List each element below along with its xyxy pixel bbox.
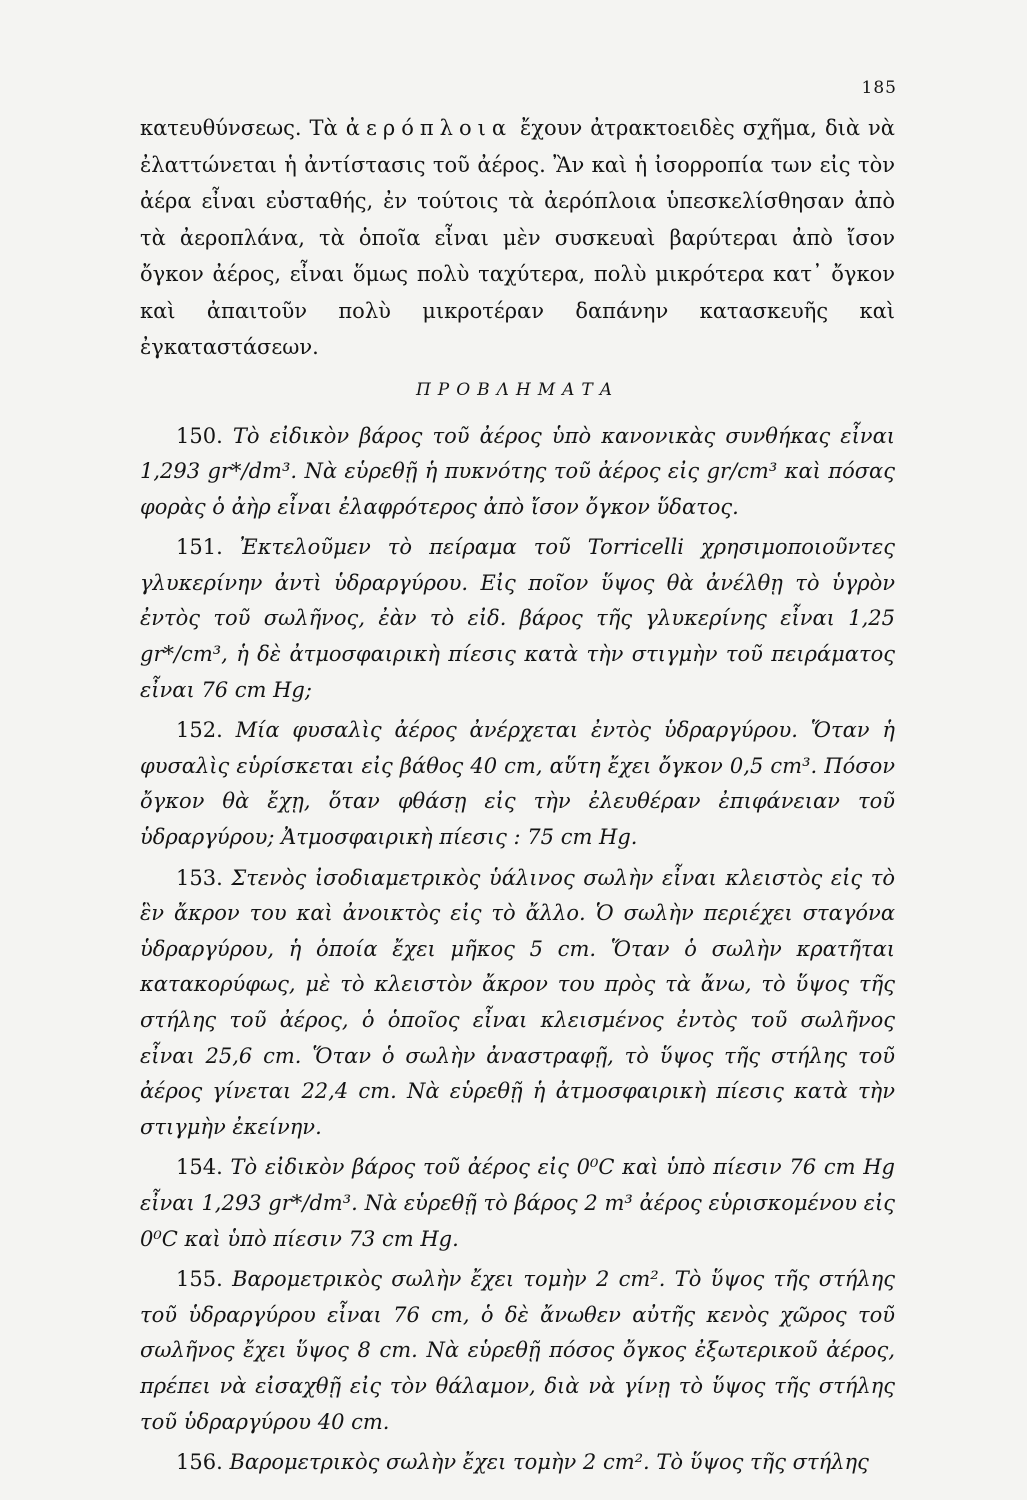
problem-number: 150.	[176, 423, 223, 448]
page-body	[140, 110, 895, 1486]
problem-item	[140, 861, 895, 1146]
problem-item	[140, 713, 895, 855]
problem-text: Μία φυσαλὶς ἀέρος ἀνέρχεται ἐντὸς ὑδραργύρου. Ὅταν ἡ φυσαλὶς εὑρίσκεται εἰς βάθος 40 cm, αὕτη ἔχει ὄγκον 0,5 cm³. Πόσον ὄγκον θὰ ἔχῃ, ὅταν φθάσῃ εἰς τὴν ἐλευθέραν ἐπιφάνειαν τοῦ ὑδραργύρου; Ἀτμοσφαιρικὴ πίεσις : 75 cm Hg.	[140, 718, 895, 850]
problem-item	[140, 1150, 895, 1257]
problem-number: 153.	[176, 865, 223, 890]
problem-item	[140, 530, 895, 708]
intro-text-1: κατευθύνσεως. Τὰ	[140, 116, 346, 140]
problem-text: Τὸ εἰδικὸν βάρος τοῦ ἀέρος ὑπὸ κανονικὰς συνθήκας εἶναι 1,293 gr*/dm³. Νὰ εὑρεθῇ ἡ πυκνότης τοῦ ἀέρος εἰς gr/cm³ καὶ πόσας φορὰς ὁ ἀὴρ εἶναι ἐλαφρότερος ἀπὸ ἴσον ὄγκον ὕδατος.	[140, 423, 895, 519]
problem-number: 155.	[176, 1267, 223, 1292]
page-number: 185	[861, 78, 897, 98]
problem-text: Στενὸς ἰσοδιαμετρικὸς ὑάλινος σωλὴν εἶναι κλειστὸς εἰς τὸ ἓν ἄκρον του καὶ ἀνοικτὸς εἰς τὸ ἄλλο. Ὁ σωλὴν περιέχει σταγόνα ὑδραργύρου, ἡ ὁποία ἔχει μῆκος 5 cm. Ὅταν ὁ σωλὴν κρατῆται κατακορύφως, μὲ τὸ κλειστὸν ἄκρον του πρὸς τὰ ἄνω, τὸ ὕψος τῆς στήλης τοῦ ἀέρος, ὁ ὁποῖος εἶναι κλεισμένος ἐντὸς τοῦ σωλῆνος εἶναι 25,6 cm. Ὅταν ὁ σωλὴν ἀναστραφῇ, τὸ ὕψος τῆς στήλης τοῦ ἀέρος γίνεται 22,4 cm. Νὰ εὑρεθῇ ἡ ἀτμοσφαιρικὴ πίεσις κατὰ τὴν στιγμὴν ἐκείνην.	[140, 865, 895, 1139]
problem-item	[140, 1445, 895, 1481]
section-heading: ΠΡΟΒΛΗΜΑΤΑ	[415, 379, 620, 400]
problem-text: Ἐκτελοῦμεν τὸ πείραμα τοῦ Torricelli χρησιμοποιοῦντες γλυκερίνην ἀντὶ ὑδραργύρου. Εἰς ποῖον ὕψος θὰ ἀνέλθῃ τὸ ὑγρὸν ἐντὸς τοῦ σωλῆνος, ἐὰν τὸ εἰδ. βάρος τῆς γλυκερίνης εἶναι 1,25 gr*/cm³, ἡ δὲ ἀτμοσφαιρικὴ πίεσις κατὰ τὴν στιγμὴν τοῦ πειράματος εἶναι 76 cm Hg;	[140, 535, 895, 702]
problem-number: 151.	[176, 535, 223, 560]
problem-item	[140, 1262, 895, 1440]
problem-text: Τὸ εἰδικὸν βάρος τοῦ ἀέρος εἰς 0⁰C καὶ ὑπὸ πίεσιν 76 cm Hg εἶναι 1,293 gr*/dm³. Νὰ εὑρεθῇ τὸ βάρος 2 m³ ἀέρος εὑρισκομένου εἰς 0⁰C καὶ ὑπὸ πίεσιν 73 cm Hg.	[140, 1155, 895, 1251]
problem-number: 156.	[176, 1450, 223, 1475]
problems-list	[140, 419, 895, 1481]
intro-spaced-word: ἀερόπλοια	[345, 116, 512, 140]
problem-number: 154.	[176, 1155, 223, 1180]
problem-text: Βαρομετρικὸς σωλὴν ἔχει τομὴν 2 cm². Τὸ ὕψος τῆς στήλης	[229, 1450, 869, 1475]
problem-number: 152.	[176, 718, 223, 743]
problem-item	[140, 419, 895, 526]
intro-paragraph	[140, 110, 895, 366]
intro-text-2: ἔχουν ἀτρακτοειδὲς σχῆμα, διὰ νὰ ἐλαττώνεται ἡ ἀντίστασις τοῦ ἀέρος. Ἂν καὶ ἡ ἰσορροπία των εἰς τὸν ἀέρα εἶναι εὐσταθής, ἐν τούτοις τὰ ἀερόπλοια ὑπεσκελίσθησαν ἀπὸ τὰ ἀεροπλάνα, τὰ ὁποῖα εἶναι μὲν συσκευαὶ βαρύτεραι ἀπὸ ἴσον ὄγκον ἀέρος, εἶναι ὅμως πολὺ ταχύτερα, πολὺ μικρότερα κατ᾽ ὄγκον καὶ ἀπαιτοῦν πολὺ μικροτέραν δαπάνην κατασκευῆς καὶ ἐγκαταστάσεων.	[140, 116, 895, 359]
problem-text: Βαρομετρικὸς σωλὴν ἔχει τομὴν 2 cm². Τὸ ὕψος τῆς στήλης τοῦ ὑδραργύρου εἶναι 76 cm, ὁ δὲ ἄνωθεν αὐτῆς κενὸς χῶρος τοῦ σωλῆνος ἔχει ὕψος 8 cm. Νὰ εὑρεθῇ πόσος ὄγκος ἐξωτερικοῦ ἀέρος, πρέπει νὰ εἰσαχθῇ εἰς τὸν θάλαμον, διὰ νὰ γίνῃ τὸ ὕψος τῆς στήλης τοῦ ὑδραργύρου 40 cm.	[140, 1267, 895, 1434]
